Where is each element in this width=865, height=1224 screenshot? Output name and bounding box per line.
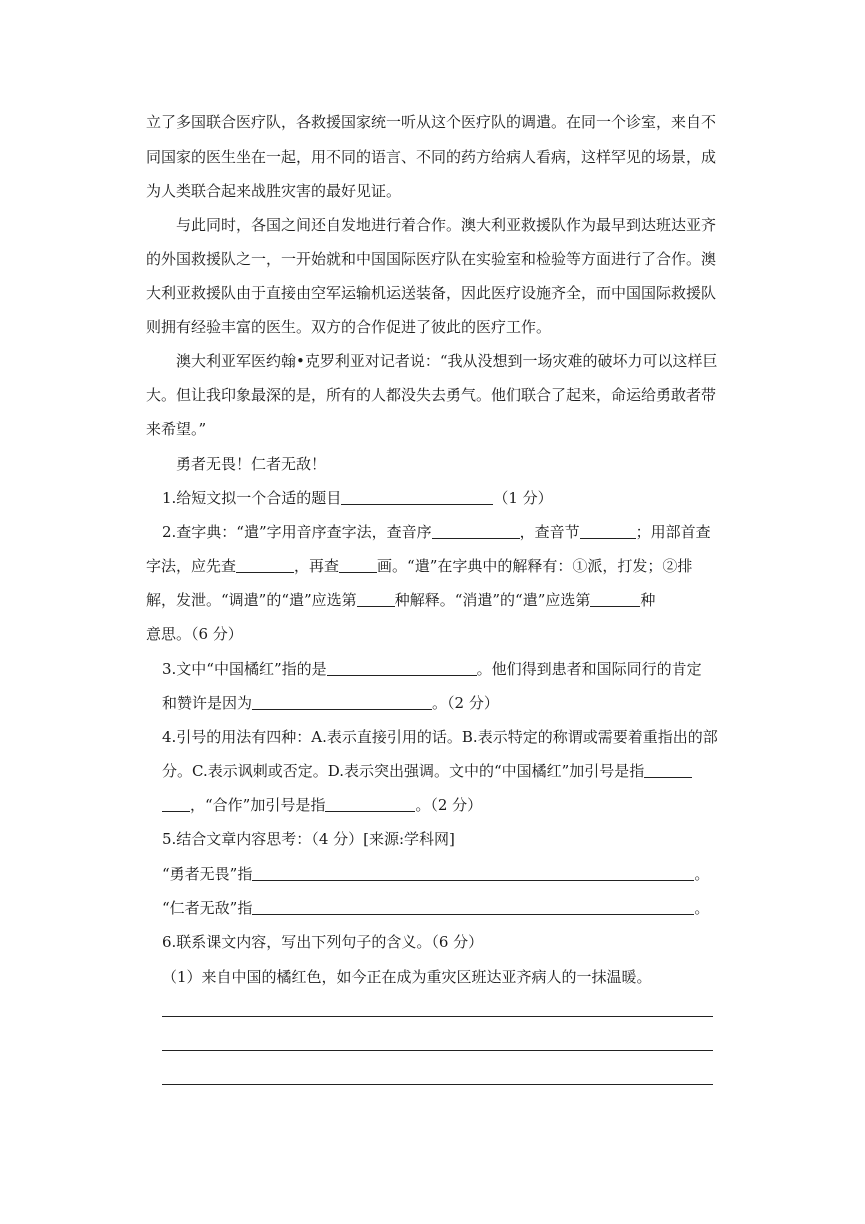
answer-blank[interactable] — [252, 864, 694, 881]
passage-line: 澳大利亚军医约翰•克罗利亚对记者说：“我从没想到一场灾难的破坏力可以这样巨 — [176, 352, 718, 370]
question-4: 4.引号的用法有四种：A.表示直接引用的话。B.表示特定的称谓或需要着重指出的部 — [162, 728, 718, 746]
question-text: 3.文中“中国橘红”指的是 — [162, 660, 327, 678]
question-text: ，再查 — [294, 557, 340, 575]
question-5-b — [162, 898, 762, 918]
question-5-a — [162, 864, 762, 884]
question-text: 解，发泄。“调遣”的“遣”应选第 — [146, 591, 357, 609]
passage-line: 来希望。” — [146, 420, 207, 438]
question-2-line-2 — [146, 556, 746, 576]
question-text: 种解释。“消遣”的“遣”应选第 — [394, 591, 591, 609]
answer-blank[interactable] — [644, 761, 692, 778]
answer-blank[interactable] — [162, 795, 190, 812]
question-text: 。 — [694, 865, 710, 883]
answer-blank[interactable] — [590, 590, 640, 607]
question-text: 。（2 分） — [432, 694, 499, 712]
question-text: 分。C.表示讽刺或否定。D.表示突出强调。文中的“中国橘红”加引号是指 — [162, 762, 645, 780]
question-text: 种 — [640, 591, 656, 609]
answer-line[interactable] — [162, 1016, 713, 1017]
question-text: 2.查字典：“遣”字用音序查字法，查音序 — [162, 523, 432, 541]
answer-line[interactable] — [162, 1050, 713, 1051]
question-text: 。（2 分） — [415, 796, 483, 814]
question-1 — [162, 488, 762, 508]
answer-blank[interactable] — [339, 556, 377, 573]
question-3 — [162, 659, 762, 679]
question-text: 和赞许是因为 — [162, 694, 253, 712]
question-text: “仁者无敌”指 — [162, 899, 253, 917]
answer-line[interactable] — [162, 1084, 713, 1085]
answer-blank[interactable] — [357, 590, 395, 607]
passage-line: 大。但让我印象最深的是，所有的人都没失去勇气。他们联合了起来，命运给勇敢者带 — [146, 386, 717, 404]
passage-line: 同国家的医生坐在一起，用不同的语言、不同的药方给病人看病，这样罕见的场景，成 — [146, 148, 717, 166]
answer-blank[interactable] — [327, 659, 477, 676]
question-5: 5.结合文章内容思考：（4 分）[来源:学科网] — [162, 830, 455, 848]
passage-line: 与此同时，各国之间还自发地进行着合作。澳大利亚救援队作为最早到达班达亚齐 — [176, 216, 717, 234]
question-4-line-3 — [162, 795, 762, 815]
question-3-line-2 — [162, 693, 762, 713]
question-text: ，查音节 — [519, 523, 580, 541]
passage-line: 为人类联合起来战胜灾害的最好见证。 — [146, 182, 402, 200]
question-score: （1 分） — [493, 489, 553, 507]
question-text: 字法，应先查 — [146, 557, 237, 575]
question-6: 6.联系课文内容，写出下列句子的含义。（6 分） — [162, 933, 484, 951]
passage-line: 则拥有经验丰富的医生。双方的合作促进了彼此的医疗工作。 — [146, 318, 552, 336]
answer-blank[interactable] — [432, 522, 520, 539]
answer-blank[interactable] — [252, 898, 694, 915]
answer-blank[interactable] — [236, 556, 294, 573]
question-4-line-2 — [162, 761, 762, 781]
question-text: 画。“遣”在字典中的解释有：①派，打发；②排 — [377, 557, 693, 575]
question-text: 。他们得到患者和国际同行的肯定 — [476, 660, 702, 678]
question-text: ；用部首查 — [635, 523, 711, 541]
question-text: 。 — [694, 899, 710, 917]
question-2-line-3 — [146, 590, 746, 610]
answer-blank[interactable] — [341, 488, 493, 505]
passage-line: 的外国救援队之一，一开始就和中国国际医疗队在实验室和检验等方面进行了合作。澳 — [146, 250, 717, 268]
passage-line: 勇者无畏！仁者无敌！ — [176, 455, 327, 473]
answer-blank[interactable] — [252, 693, 432, 710]
passage-line: 立了多国联合医疗队，各救援国家统一听从这个医疗队的调遣。在同一个诊室，来自不 — [146, 113, 717, 131]
answer-blank[interactable] — [580, 522, 636, 539]
question-text: “勇者无畏”指 — [162, 865, 253, 883]
passage-line: 大利亚救援队由于直接由空军运输机运送装备，因此医疗设施齐全，而中国国际救援队 — [146, 284, 717, 302]
question-2-line-4: 意思。（6 分） — [146, 625, 243, 643]
question-text: 1.给短文拟一个合适的题目 — [162, 489, 342, 507]
answer-blank[interactable] — [325, 795, 415, 812]
question-text: ，“合作”加引号是指 — [190, 796, 326, 814]
question-2 — [162, 522, 762, 542]
question-6-item-1: （1）来自中国的橘红色，如今正在成为重灾区班达亚齐病人的一抹温暖。 — [162, 968, 652, 986]
